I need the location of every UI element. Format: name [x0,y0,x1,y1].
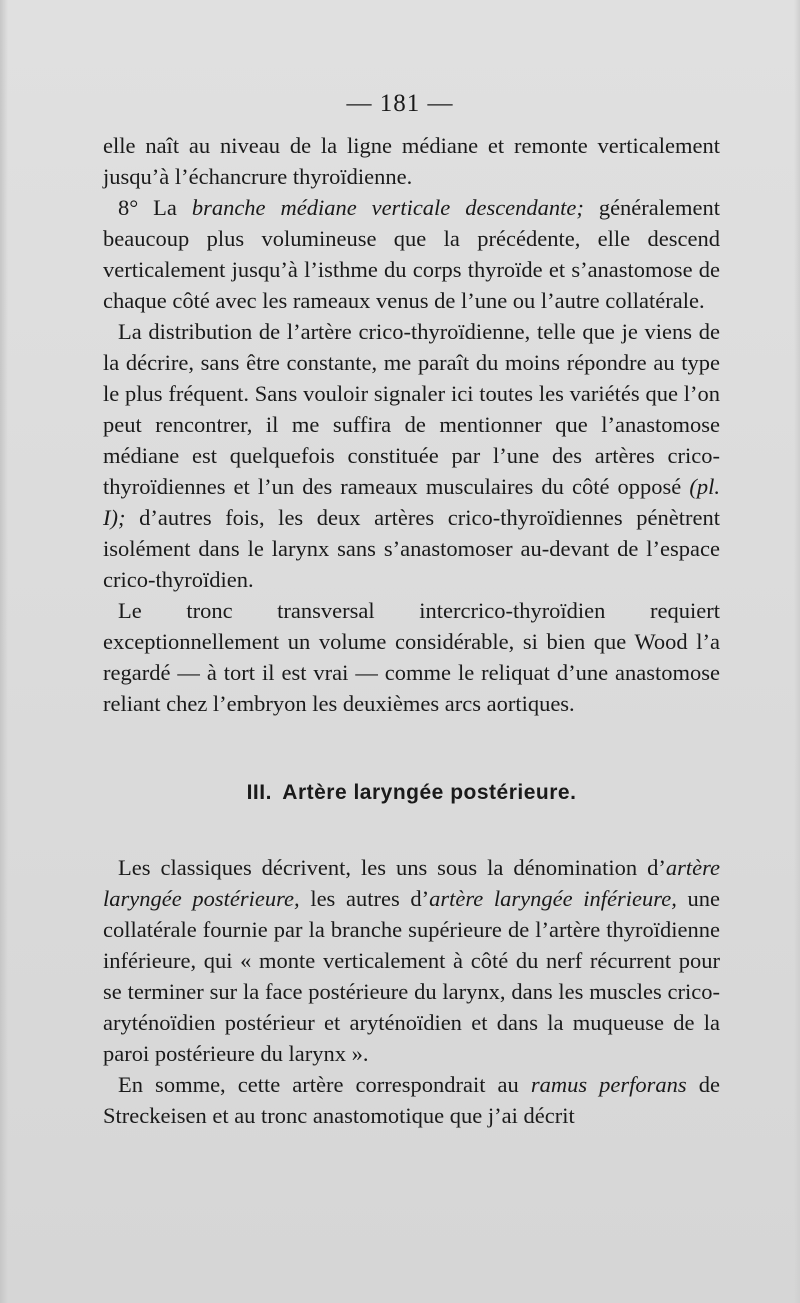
paragraph-2-lead: 8° La [118,195,192,220]
paragraph-3-italic: (pl. I); [103,474,720,530]
section-heading-number: III. [246,781,272,804]
section-heading-title: Artère laryngée postérieure. [282,781,577,804]
page-edge-shadow-right [794,0,800,1303]
paragraph-3 [103,316,720,595]
section-heading [103,777,720,808]
page-number: — 181 — [346,90,454,117]
paragraph-3-lead: La distribution de l’artère crico-thyroïdienne, telle que je viens de la décrire, sans être constante, me paraît du moins répondre au type le plus fréquent. Sans vouloir signaler ici toutes les variétés que l’on peut rencontrer, il me suffira de mentionner que l’anastomose médiane est quelquefois constituée par l’une des artères crico-thyroïdiennes et l’un des rameaux musculaires du côté opposé [103,319,720,499]
paragraph-5-italic-2: artère laryngée inférieure, [429,886,677,911]
paragraph-6-a: En somme, cette artère correspondrait au [118,1072,531,1097]
paragraph-6-b: de Streckeisen et au tronc anastomotique que j’ai décrit [103,1072,720,1128]
paragraph-5-a: Les classiques décrivent, les uns sous la dénomination d’ [118,855,666,880]
paragraph-5-c: une collatérale fournie par la branche supérieure de l’artère thyroïdienne inférieure, qui « monte verticalement à côté du nerf récurrent pour se terminer sur la face postérieure du larynx, dans les muscles crico-aryténoïdien postérieur et aryténoïdien et dans la muqueuse de la paroi postérieure du larynx ». [103,886,720,1066]
paragraph-6-italic: ramus perforans [530,1072,687,1097]
paragraph-5-b: les autres d’ [299,886,430,911]
paragraph-3-rest: d’autres fois, les deux artères crico-thyroïdiennes pénètrent isolément dans le larynx sans s’anastomoser au-devant de l’espace crico-thyroïdien. [103,505,720,592]
paragraph-2-rest: généralement beaucoup plus volumineuse que la précédente, elle descend verticalement jusqu’à l’isthme du corps thyroïde et s’anastomose de chaque côté avec les rameaux venus de l’une ou l’autre collatérale. [103,195,720,313]
paragraph-2-italic: branche médiane verticale descendante; [191,195,584,220]
paragraph-4: Le tronc transversal intercrico-thyroïdien requiert exceptionnellement un volume considérable, si bien que Wood l’a regardé — à tort il est vrai — comme le reliquat d’une anastomose reliant chez l’embryon les deuxièmes arcs aortiques. [103,598,720,716]
paragraph-5 [103,852,720,1069]
paragraph-5-italic-1: artère laryngée postérieure, [103,855,720,911]
paragraph-6 [103,1069,720,1131]
body-text [103,130,720,1131]
paragraph-2 [103,192,720,316]
paragraph-1: elle naît au niveau de la ligne médiane et remonte verticalement jusqu’à l’échancrure thyroïdienne. [103,133,720,189]
page-edge-shadow-left [0,0,8,1303]
